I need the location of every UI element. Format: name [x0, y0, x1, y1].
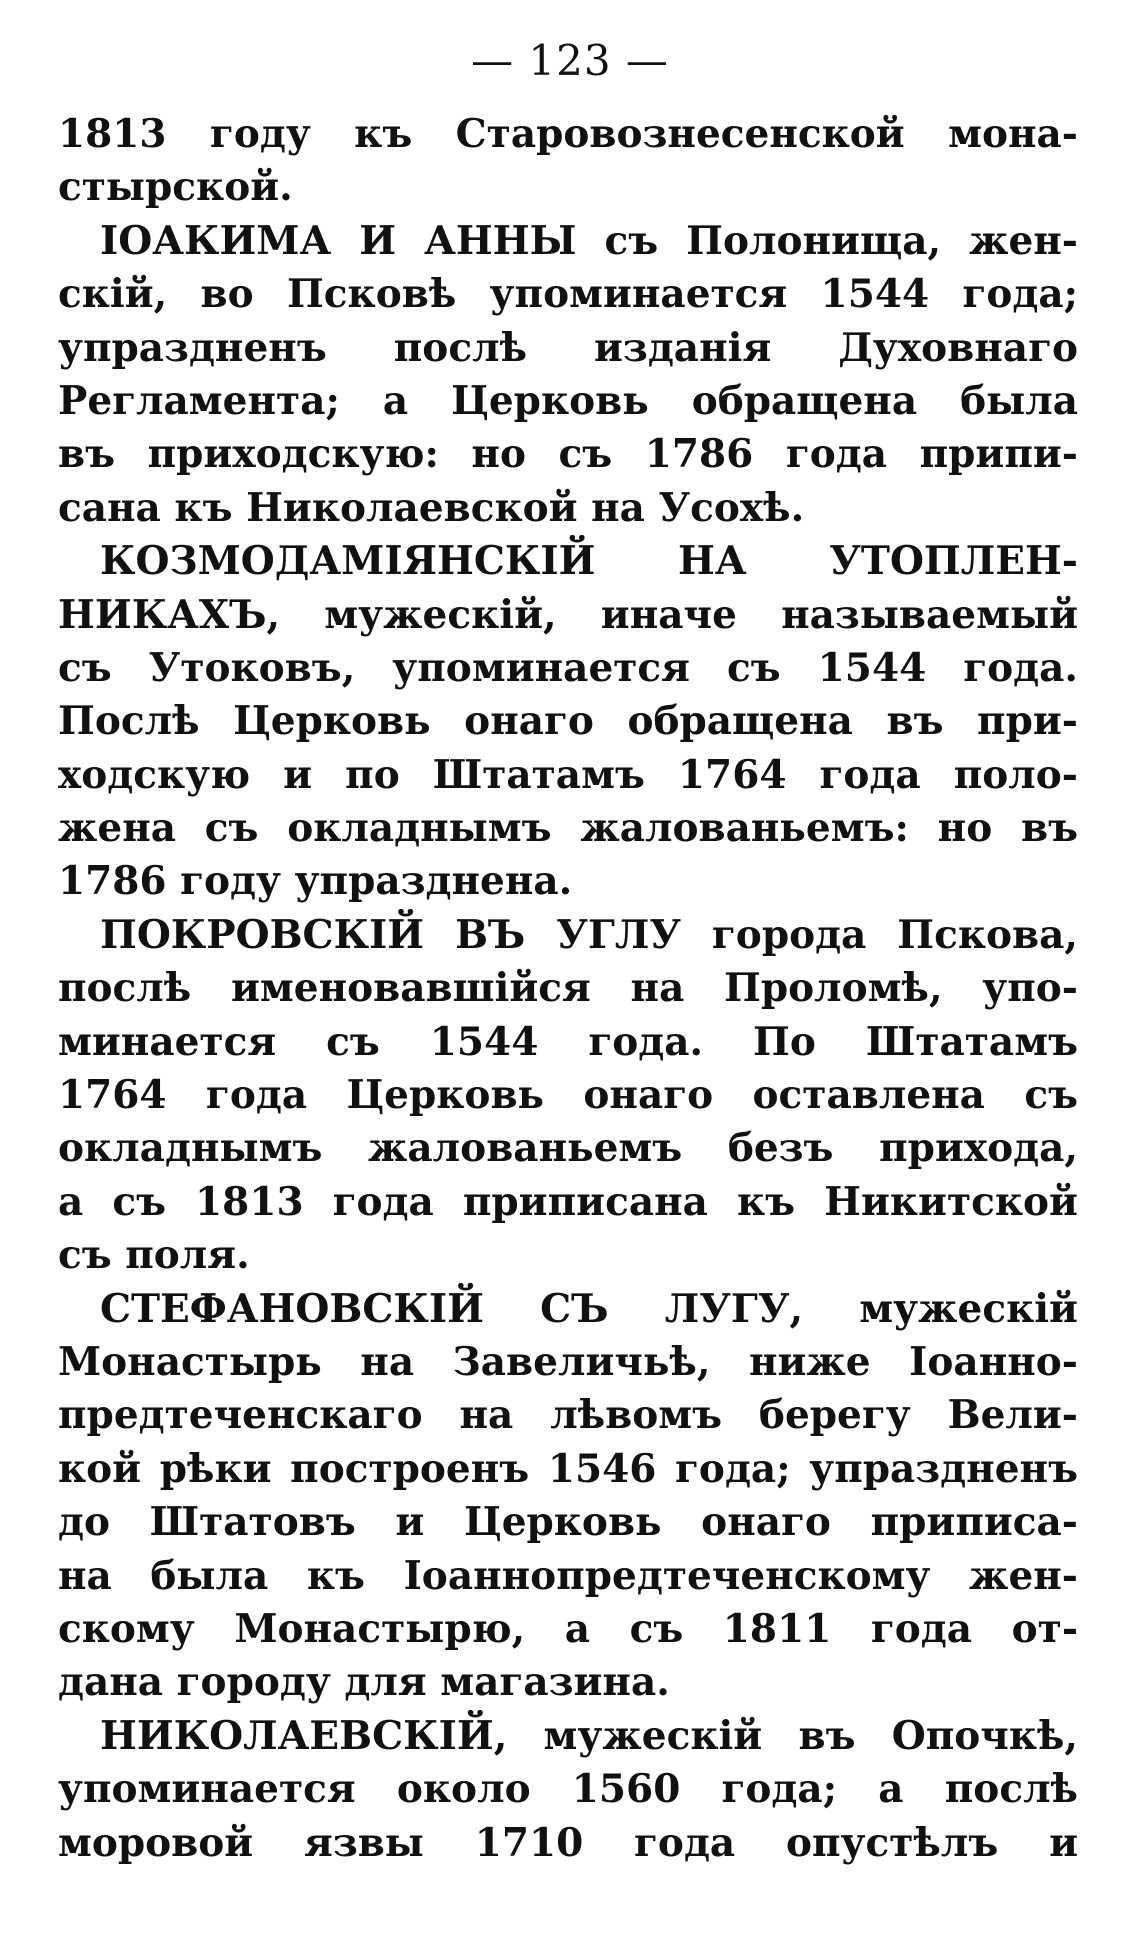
text-line: на была къ Іоаннопредтеченскому жен-: [58, 1552, 1078, 1599]
text-line: кой рѣки построенъ 1546 года; упраздненъ: [58, 1445, 1078, 1492]
paragraph-start-line: НИКОЛАЕВСКІЙ, мужескій въ Опочкѣ,: [100, 1712, 1078, 1759]
text-line: минается съ 1544 года. По Штатамъ: [58, 1018, 1078, 1065]
text-line: окладнымъ жалованьемъ безъ прихода,: [58, 1125, 1078, 1172]
paragraph-start-line: ІОАКИМА И АННЫ съ Полонища, жен-: [100, 217, 1078, 264]
text-line: упраздненъ послѣ изданія Духовнаго: [58, 324, 1078, 371]
text-line: Регламента; а Церковь обращена была: [58, 377, 1078, 424]
text-line: 1813 году къ Старовознесенской мона-: [58, 111, 1078, 157]
page-number: — 123 —: [471, 36, 669, 85]
text-line: НИКАХЪ, мужескій, иначе называемый: [58, 591, 1078, 638]
text-line: 1786 году упразднена.: [58, 858, 573, 905]
text-line: а съ 1813 года приписана къ Никитской: [58, 1178, 1078, 1225]
paragraph-start-line: КОЗМОДАМІЯНСКІЙ НА УТОПЛЕН-: [100, 538, 1078, 585]
text-line: 1764 года Церковь онаго оставлена съ: [58, 1072, 1078, 1119]
text-line: Послѣ Церковь онаго обращена въ при-: [58, 698, 1078, 745]
text-line: жена съ окладнымъ жалованьемъ: но въ: [58, 805, 1078, 852]
text-line: въ приходскую: но съ 1786 года припи-: [58, 431, 1078, 478]
text-line: послѣ именовавшійся на Проломѣ, упо-: [58, 965, 1078, 1012]
body-text: [58, 108, 1078, 1870]
text-line: ходскую и по Штатамъ 1764 года поло-: [58, 751, 1078, 798]
text-line: моровой язвы 1710 года опустѣлъ и: [58, 1819, 1078, 1866]
text-line: скому Монастырю, а съ 1811 года от-: [58, 1605, 1078, 1652]
paragraph-start-line: ПОКРОВСКІЙ ВЪ УГЛУ города Пскова,: [100, 911, 1078, 958]
text-line: стырской.: [58, 164, 293, 211]
text-line: упоминается около 1560 года; а послѣ: [58, 1766, 1078, 1813]
text-line: до Штатовъ и Церковь онаго приписа-: [58, 1499, 1078, 1546]
text-line: дана городу для магазина.: [58, 1659, 670, 1706]
text-line: съ Утоковъ, упоминается съ 1544 года.: [58, 644, 1078, 691]
text-line: сана къ Николаевской на Усохѣ.: [58, 484, 805, 531]
text-line: съ поля.: [58, 1232, 250, 1279]
paragraph-start-line: СТЕФАНОВСКІЙ СЪ ЛУГУ, мужескій: [100, 1285, 1078, 1332]
text-line: скій, во Псковѣ упоминается 1544 года;: [58, 271, 1078, 318]
text-line: Монастырь на Завеличьѣ, ниже Іоанно-: [58, 1338, 1078, 1385]
text-line: предтеченскаго на лѣвомъ берегу Вели-: [58, 1392, 1078, 1439]
